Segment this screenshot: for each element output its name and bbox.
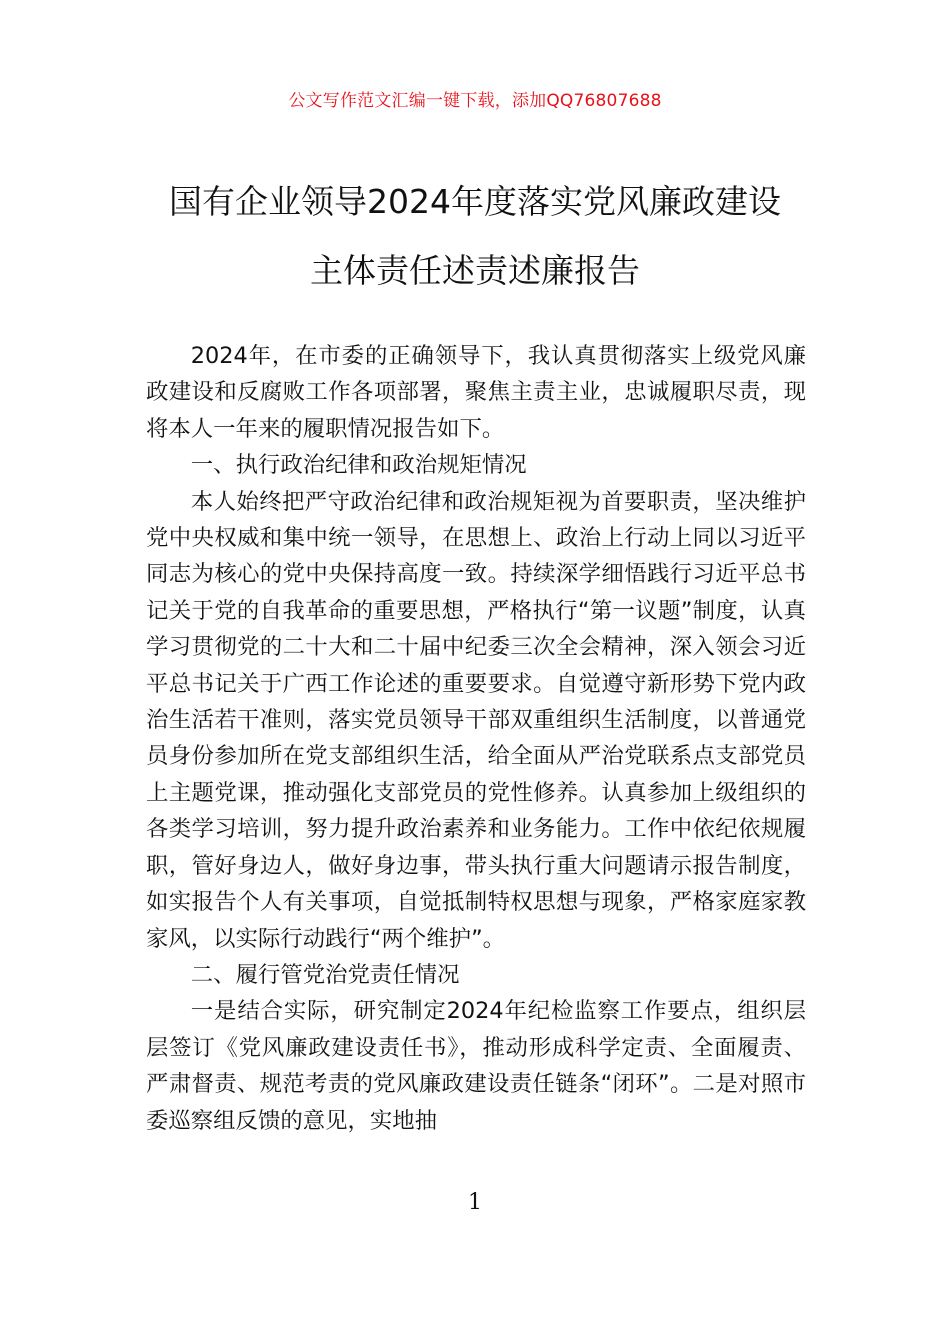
document-title-line-2: 主体责任述责述廉报告: [310, 251, 640, 290]
paragraph-intro: 2024年，在市委的正确领导下，我认真贯彻落实上级党风廉政建设和反腐败工作各项部署，聚焦主责主业，忠诚履职尽责，现将本人一年来的履职情况报告如下。: [146, 343, 806, 442]
section-heading-1: 一、执行政治纪律和政治规矩情况: [190, 452, 527, 479]
section-heading-2: 二、履行管党治党责任情况: [190, 961, 460, 988]
header-download-note: 公文写作范文汇编一键下载，添加QQ76807688: [288, 91, 662, 111]
document-body: [146, 338, 806, 1139]
page-number: 1: [468, 1190, 482, 1215]
document-title-line-1: 国有企业领导2024年度落实党风廉政建设: [169, 182, 781, 221]
paragraph-section-1: 本人始终把严守政治纪律和政治规矩视为首要职责，坚决维护党中央权威和集中统一领导，在思想上、政治上行动上同以习近平同志为核心的党中央保持高度一致。持续深学细悟践行习近平总书记关于党的自我革命的重要思想，严格执行“第一议题”制度，认真学习贯彻党的二十大和二十届中纪委三次全会精神，深入领会习近平总书记关于广西工作论述的重要要求。自觉遵守新形势下党内政治生活若干准则，落实党员领导干部双重组织生活制度，以普通党员身份参加所在党支部组织生活，给全面从严治党联系点支部党员上主题党课，推动强化支部党员的党性修养。认真参加上级组织的各类学习培训，努力提升政治素养和业务能力。工作中依纪依规履职，管好身边人，做好身边事，带头执行重大问题请示报告制度，如实报告个人有关事项，自觉抵制特权思想与现象，严格家庭家教家风，以实际行动践行“两个维护”。: [146, 488, 806, 952]
paragraph-section-2: 一是结合实际，研究制定2024年纪检监察工作要点，组织层层签订《党风廉政建设责任书》，推动形成科学定责、全面履责、严肃督责、规范考责的党风廉政建设责任链条“闭环”。二是对照市委巡察组反馈的意见，实地抽: [146, 998, 806, 1134]
